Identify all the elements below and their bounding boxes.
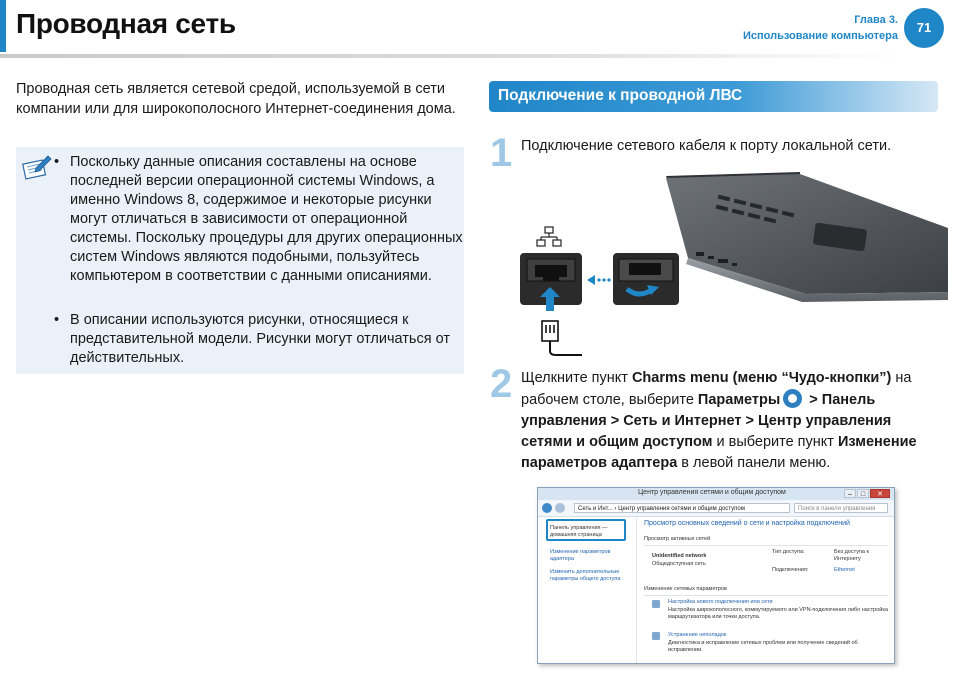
window-title: Центр управления сетями и общим доступом <box>638 489 786 496</box>
address-field[interactable]: Сеть и Инт... › Центр управления сетями и общим доступом <box>574 503 790 513</box>
laptop-port-zoom-icon <box>613 253 679 305</box>
active-networks-heading: Просмотр активных сетей <box>644 536 711 542</box>
step-2-text-part: в левой панели меню. <box>677 455 831 471</box>
navigation-path: > Панель управления > Сеть и Интернет > Центр управления сетями и общим доступом <box>521 392 892 450</box>
step-1-text: Подключение сетевого кабеля к порту локальной сети. <box>521 138 892 154</box>
back-icon[interactable] <box>542 503 552 513</box>
lan-connection-illustration <box>515 225 685 365</box>
connections-label: Подключения: <box>772 567 809 573</box>
step-1-number: 1 <box>490 131 513 175</box>
network-type: Общедоступная сеть <box>652 561 706 567</box>
dotted-arrow-left-icon <box>587 275 611 285</box>
highlight-frame <box>546 519 626 541</box>
chapter-label <box>743 12 898 44</box>
close-button[interactable]: ✕ <box>870 489 890 498</box>
access-type-label: Тип доступа: <box>772 549 805 555</box>
step-2-text-part: на рабочем столе, выберите <box>521 370 912 408</box>
troubleshoot-description: Диагностика и исправление сетевых проблем или получение сведений об исправлении. <box>668 640 858 653</box>
separator <box>644 545 888 546</box>
chapter-title: Использование компьютера <box>742 30 898 42</box>
search-input[interactable]: Поиск в панели управления <box>794 503 888 513</box>
page-title: Проводная сеть <box>16 8 236 39</box>
settings-label: Параметры <box>697 392 781 408</box>
new-connection-icon <box>652 600 660 608</box>
change-adapter-label: Изменение параметров адаптера <box>521 434 917 471</box>
main-heading: Просмотр основных сведений о сети и настройка подключений <box>644 520 850 527</box>
address-bar <box>538 500 894 517</box>
network-center-window <box>537 487 895 664</box>
lan-cable-icon <box>542 321 582 355</box>
forward-icon[interactable] <box>555 503 565 513</box>
charms-menu-label: Charms menu (меню “Чудо-кнопки”) <box>631 370 892 386</box>
note-bullet-1: • Поскольку данные описания составлены на основе последней версии операционной системы Windows, а именно Windows 8, содержимое и некоторые рисунки могут отличаться в зависимости от операционной системы. Поскольку процедуры для других операционных систем Windows являются подобными, пользуйтесь компьютером в соответствии с данными описаниями. <box>54 153 468 286</box>
minimize-button[interactable]: – <box>844 489 856 498</box>
chapter-number: Глава 3. <box>854 14 898 26</box>
control-panel-home-link[interactable]: Панель управления — домашняя страница <box>550 525 608 538</box>
memo-pencil-icon <box>22 154 52 180</box>
troubleshoot-icon <box>652 632 660 640</box>
step-2-text-part: Щелкните пункт <box>521 370 632 386</box>
step-2-number: 2 <box>490 362 513 406</box>
section-title: Подключение к проводной ЛВС <box>498 87 743 104</box>
separator <box>644 595 888 596</box>
advanced-sharing-link[interactable]: Изменить дополнительные параметры общего доступа <box>550 569 621 582</box>
change-settings-heading: Изменение сетевых параметров <box>644 586 727 592</box>
step-2-text <box>521 368 941 474</box>
network-name: Unidentified network <box>652 553 707 559</box>
note-bullet-2: • В описании используются рисунки, относящиеся к представительной модели. Рисунки могут отличаться от действительных. <box>54 311 468 368</box>
access-type-value: Без доступа к Интернету <box>834 549 869 562</box>
header-accent-bar <box>0 0 6 52</box>
page-number-badge: 71 <box>904 8 944 48</box>
new-connection-description: Настройка широкополосного, коммутируемого или VPN-подключения либо настройка маршрутизатора или точки доступа. <box>668 607 888 620</box>
step-2-text-part: и выберите пункт <box>712 434 838 450</box>
intro-paragraph: Проводная сеть является сетевой средой, используемой в сети компании или для широкополосного Интернет-соединения дома. <box>16 81 456 117</box>
ethernet-link[interactable]: Ethernet <box>834 567 855 573</box>
window-titlebar <box>538 488 894 500</box>
troubleshoot-link[interactable]: Устранение неполадок <box>668 632 727 638</box>
network-icon <box>537 227 561 246</box>
header-divider <box>0 54 900 58</box>
change-adapter-link[interactable]: Изменение параметров адаптера <box>550 549 611 562</box>
settings-gear-icon <box>783 389 802 408</box>
new-connection-link[interactable]: Настройка нового подключения или сети <box>668 599 773 605</box>
maximize-button[interactable]: □ <box>857 489 869 498</box>
